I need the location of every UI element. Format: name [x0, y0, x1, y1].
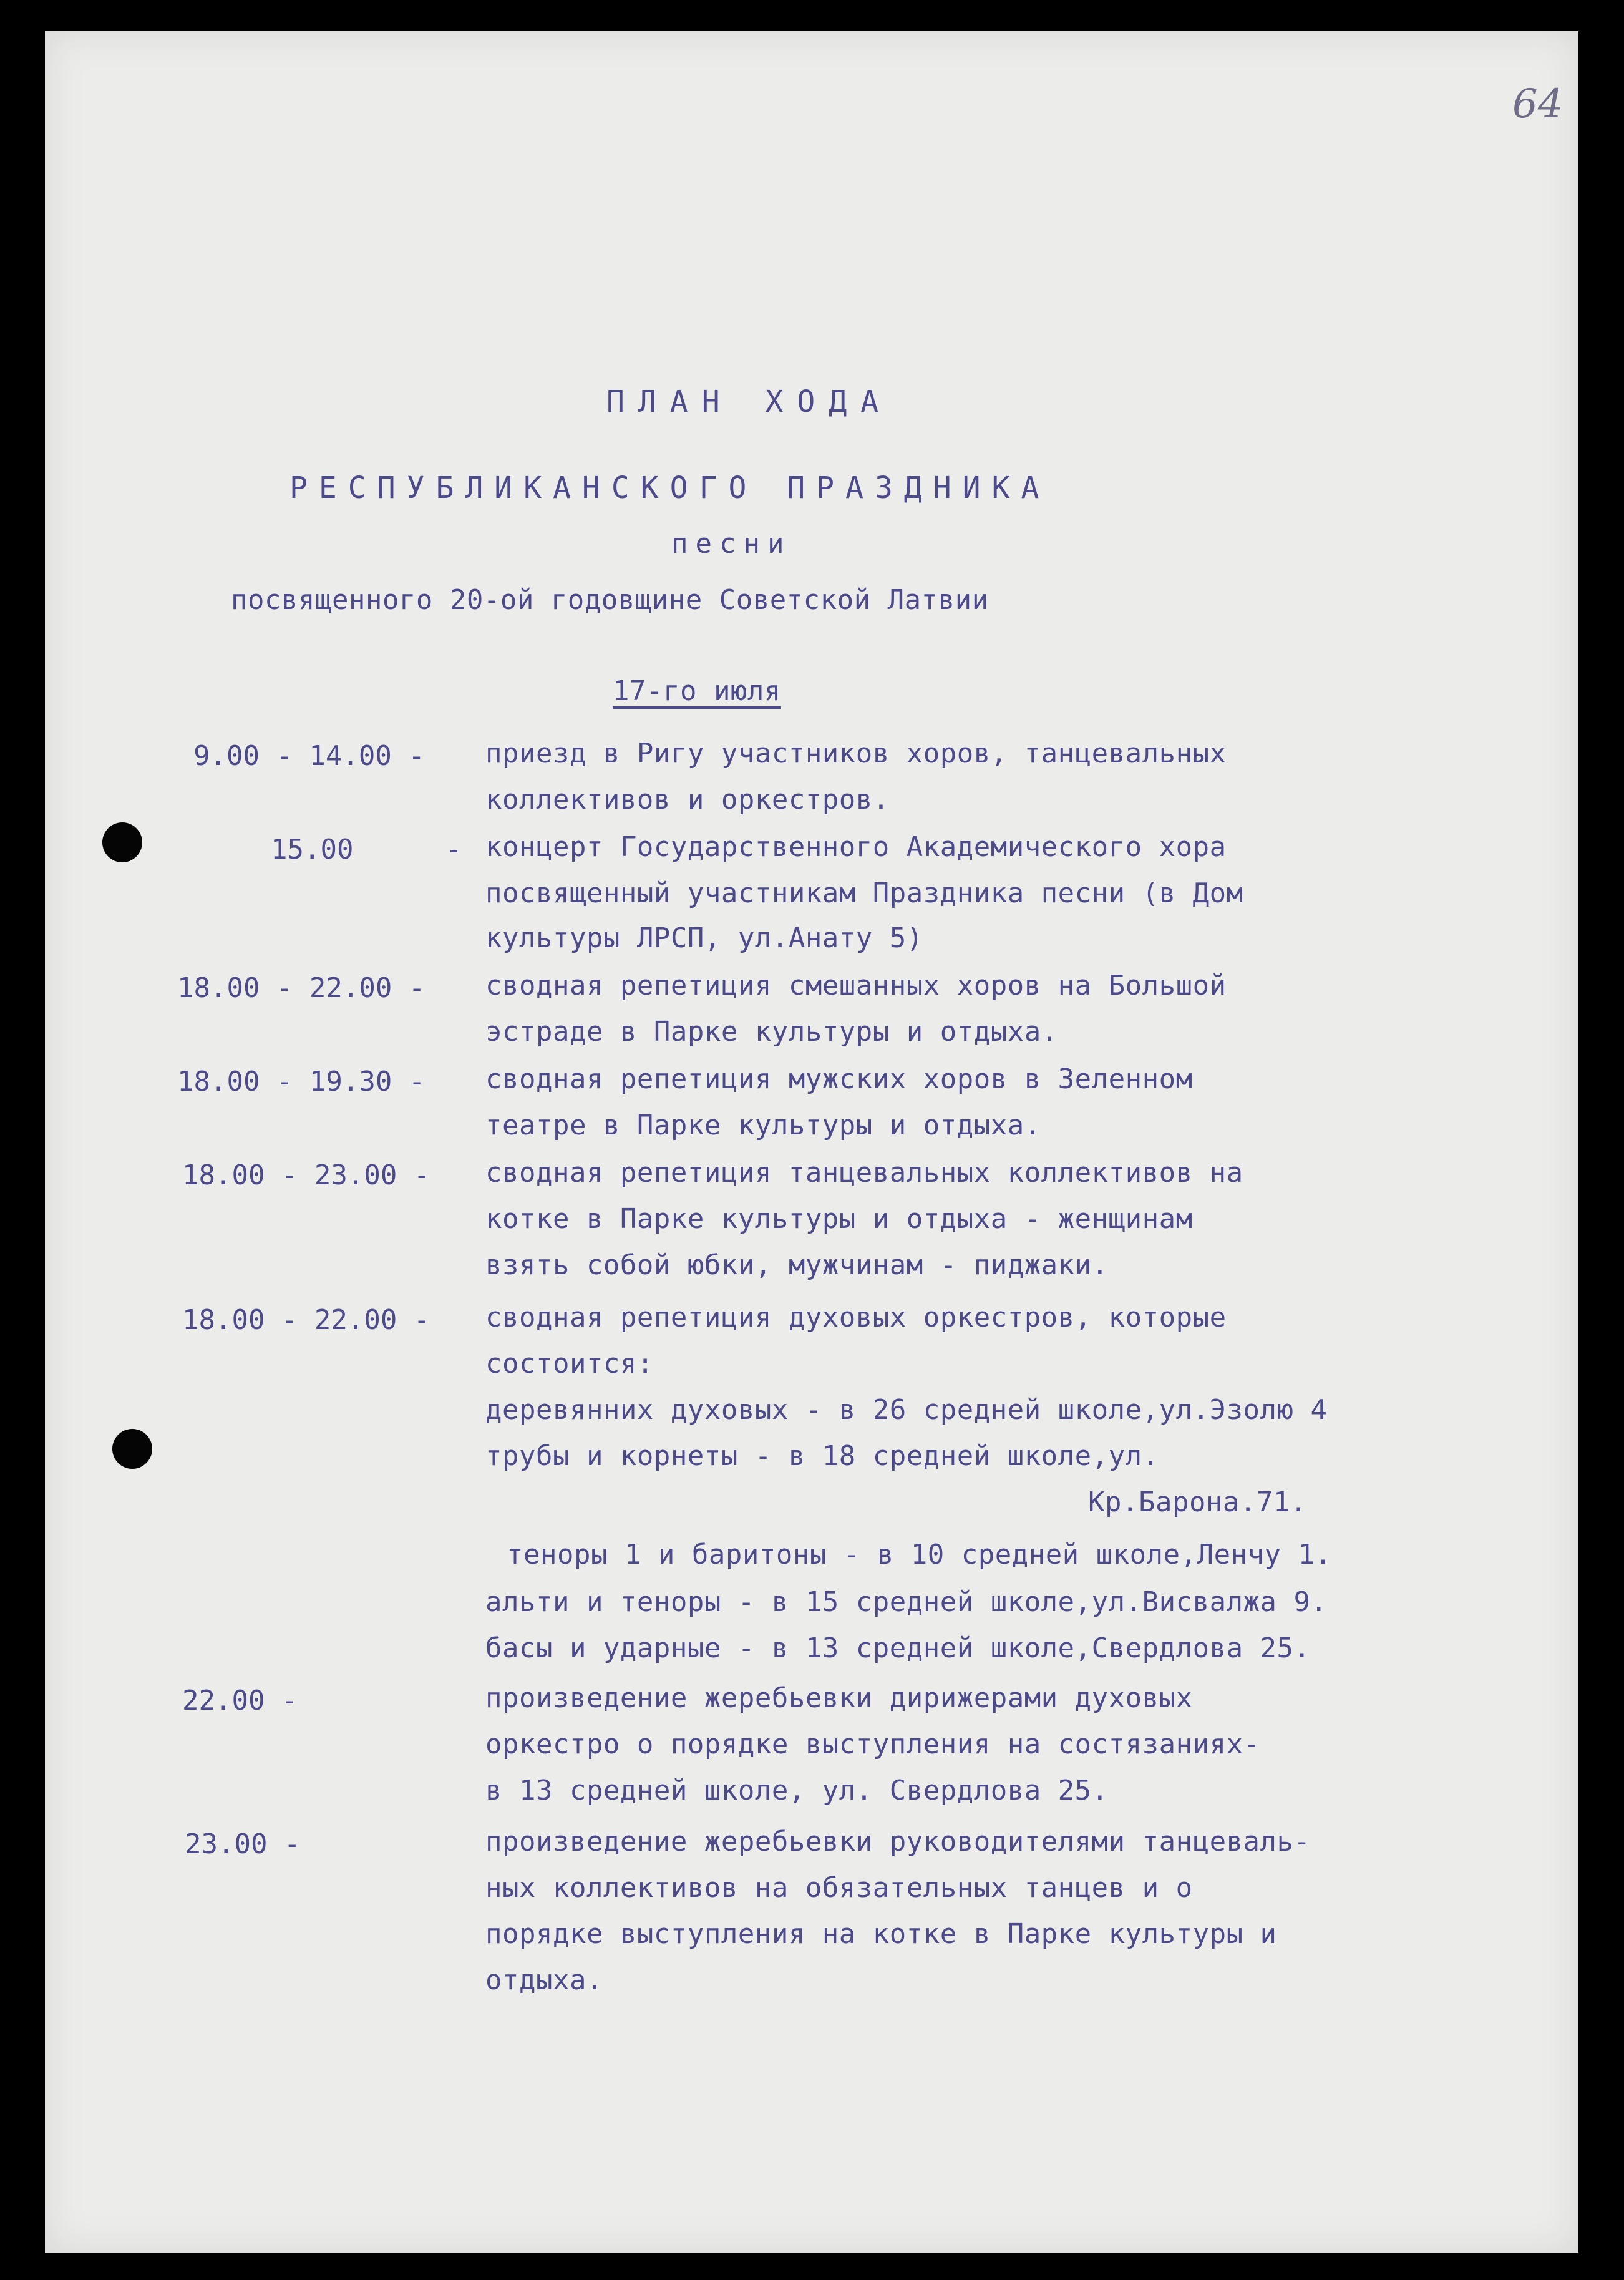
entry-text: сводная репетиция танцевальных коллективов на	[485, 1157, 1243, 1189]
entry-time: 23.00 -	[185, 1828, 301, 1860]
punch-hole-top	[102, 822, 142, 862]
entry-text: сводная репетиция духовых оркестров, которые	[485, 1302, 1227, 1333]
document-subtitle: РЕСПУБЛИКАНСКОГО ПРАЗДНИКА	[289, 470, 1051, 505]
entry-time: 22.00 -	[182, 1685, 298, 1717]
entry-text: посвященный участникам Праздника песни (в Дом	[485, 877, 1243, 909]
entry-time: 9.00 - 14.00 -	[193, 740, 425, 772]
entry-text: эстраде в Парке культуры и отдыха.	[485, 1016, 1058, 1048]
entry-text: оркестро о порядке выступления на состязаниях-	[485, 1728, 1260, 1760]
entry-text: произведение жеребьевки руководителями танцеваль-	[485, 1826, 1311, 1858]
document-subtitle-2: песни	[671, 528, 792, 560]
entry-text: сводная репетиция смешанных хоров на Большой	[485, 970, 1227, 1001]
entry-text: трубы и корнеты - в 18 средней школе,ул.	[485, 1440, 1159, 1472]
entry-text: теноры 1 и баритоны - в 10 средней школе,Ленчу 1.	[507, 1539, 1332, 1571]
entry-text: взять собой юбки, мужчинам - пиджаки.	[485, 1249, 1109, 1281]
punch-hole-bottom	[112, 1429, 152, 1469]
entry-text: в 13 средней школе, ул. Свердлова 25.	[485, 1775, 1109, 1806]
entry-time: 18.00 - 23.00 -	[182, 1159, 430, 1191]
page-number: 64	[1512, 81, 1563, 127]
entry-time: 18.00 - 19.30 -	[177, 1066, 425, 1098]
entry-text: ных коллективов на обязательных танцев и о	[485, 1872, 1193, 1904]
entry-text: деревянних духовых - в 26 средней школе,ул.Эзолю 4	[485, 1394, 1328, 1426]
entry-text: приезд в Ригу участников хоров, танцевальных	[485, 738, 1227, 769]
entry-text: альти и теноры - в 15 средней школе,ул.Висвалжа 9.	[485, 1586, 1328, 1618]
entry-text: культуры ЛРСП, ул.Анату 5)	[485, 922, 923, 954]
entry-text: состоится:	[485, 1348, 654, 1380]
entry-text: коллективов и оркестров.	[485, 784, 890, 816]
entry-text: котке в Парке культуры и отдыха - женщинам	[485, 1203, 1193, 1235]
entry-text: концерт Государственного Академического хора	[485, 831, 1227, 863]
document-title: ПЛАН ХОДА	[606, 384, 893, 419]
entry-text: театре в Парке культуры и отдыха.	[485, 1109, 1041, 1141]
entry-time: 18.00 - 22.00 -	[177, 972, 425, 1004]
entry-text: произведение жеребьевки дирижерами духовых	[485, 1682, 1193, 1714]
entry-text: порядке выступления на котке в Парке культуры и	[485, 1918, 1277, 1950]
date-heading: 17-го июля	[613, 675, 781, 707]
entry-text: Кр.Барона.71.	[1088, 1486, 1307, 1518]
entry-text: басы и ударные - в 13 средней школе,Свердлова 25.	[485, 1632, 1311, 1664]
entry-text: сводная репетиция мужских хоров в Зеленном	[485, 1063, 1193, 1095]
document-page	[45, 31, 1578, 2253]
entry-time: 18.00 - 22.00 -	[182, 1304, 430, 1336]
entry-text: отдыха.	[485, 1964, 603, 1996]
dedication-line: посвященного 20-ой годовщине Советской Латвии	[231, 584, 989, 616]
entry-dash: -	[445, 834, 462, 865]
entry-time: 15.00	[271, 834, 354, 865]
